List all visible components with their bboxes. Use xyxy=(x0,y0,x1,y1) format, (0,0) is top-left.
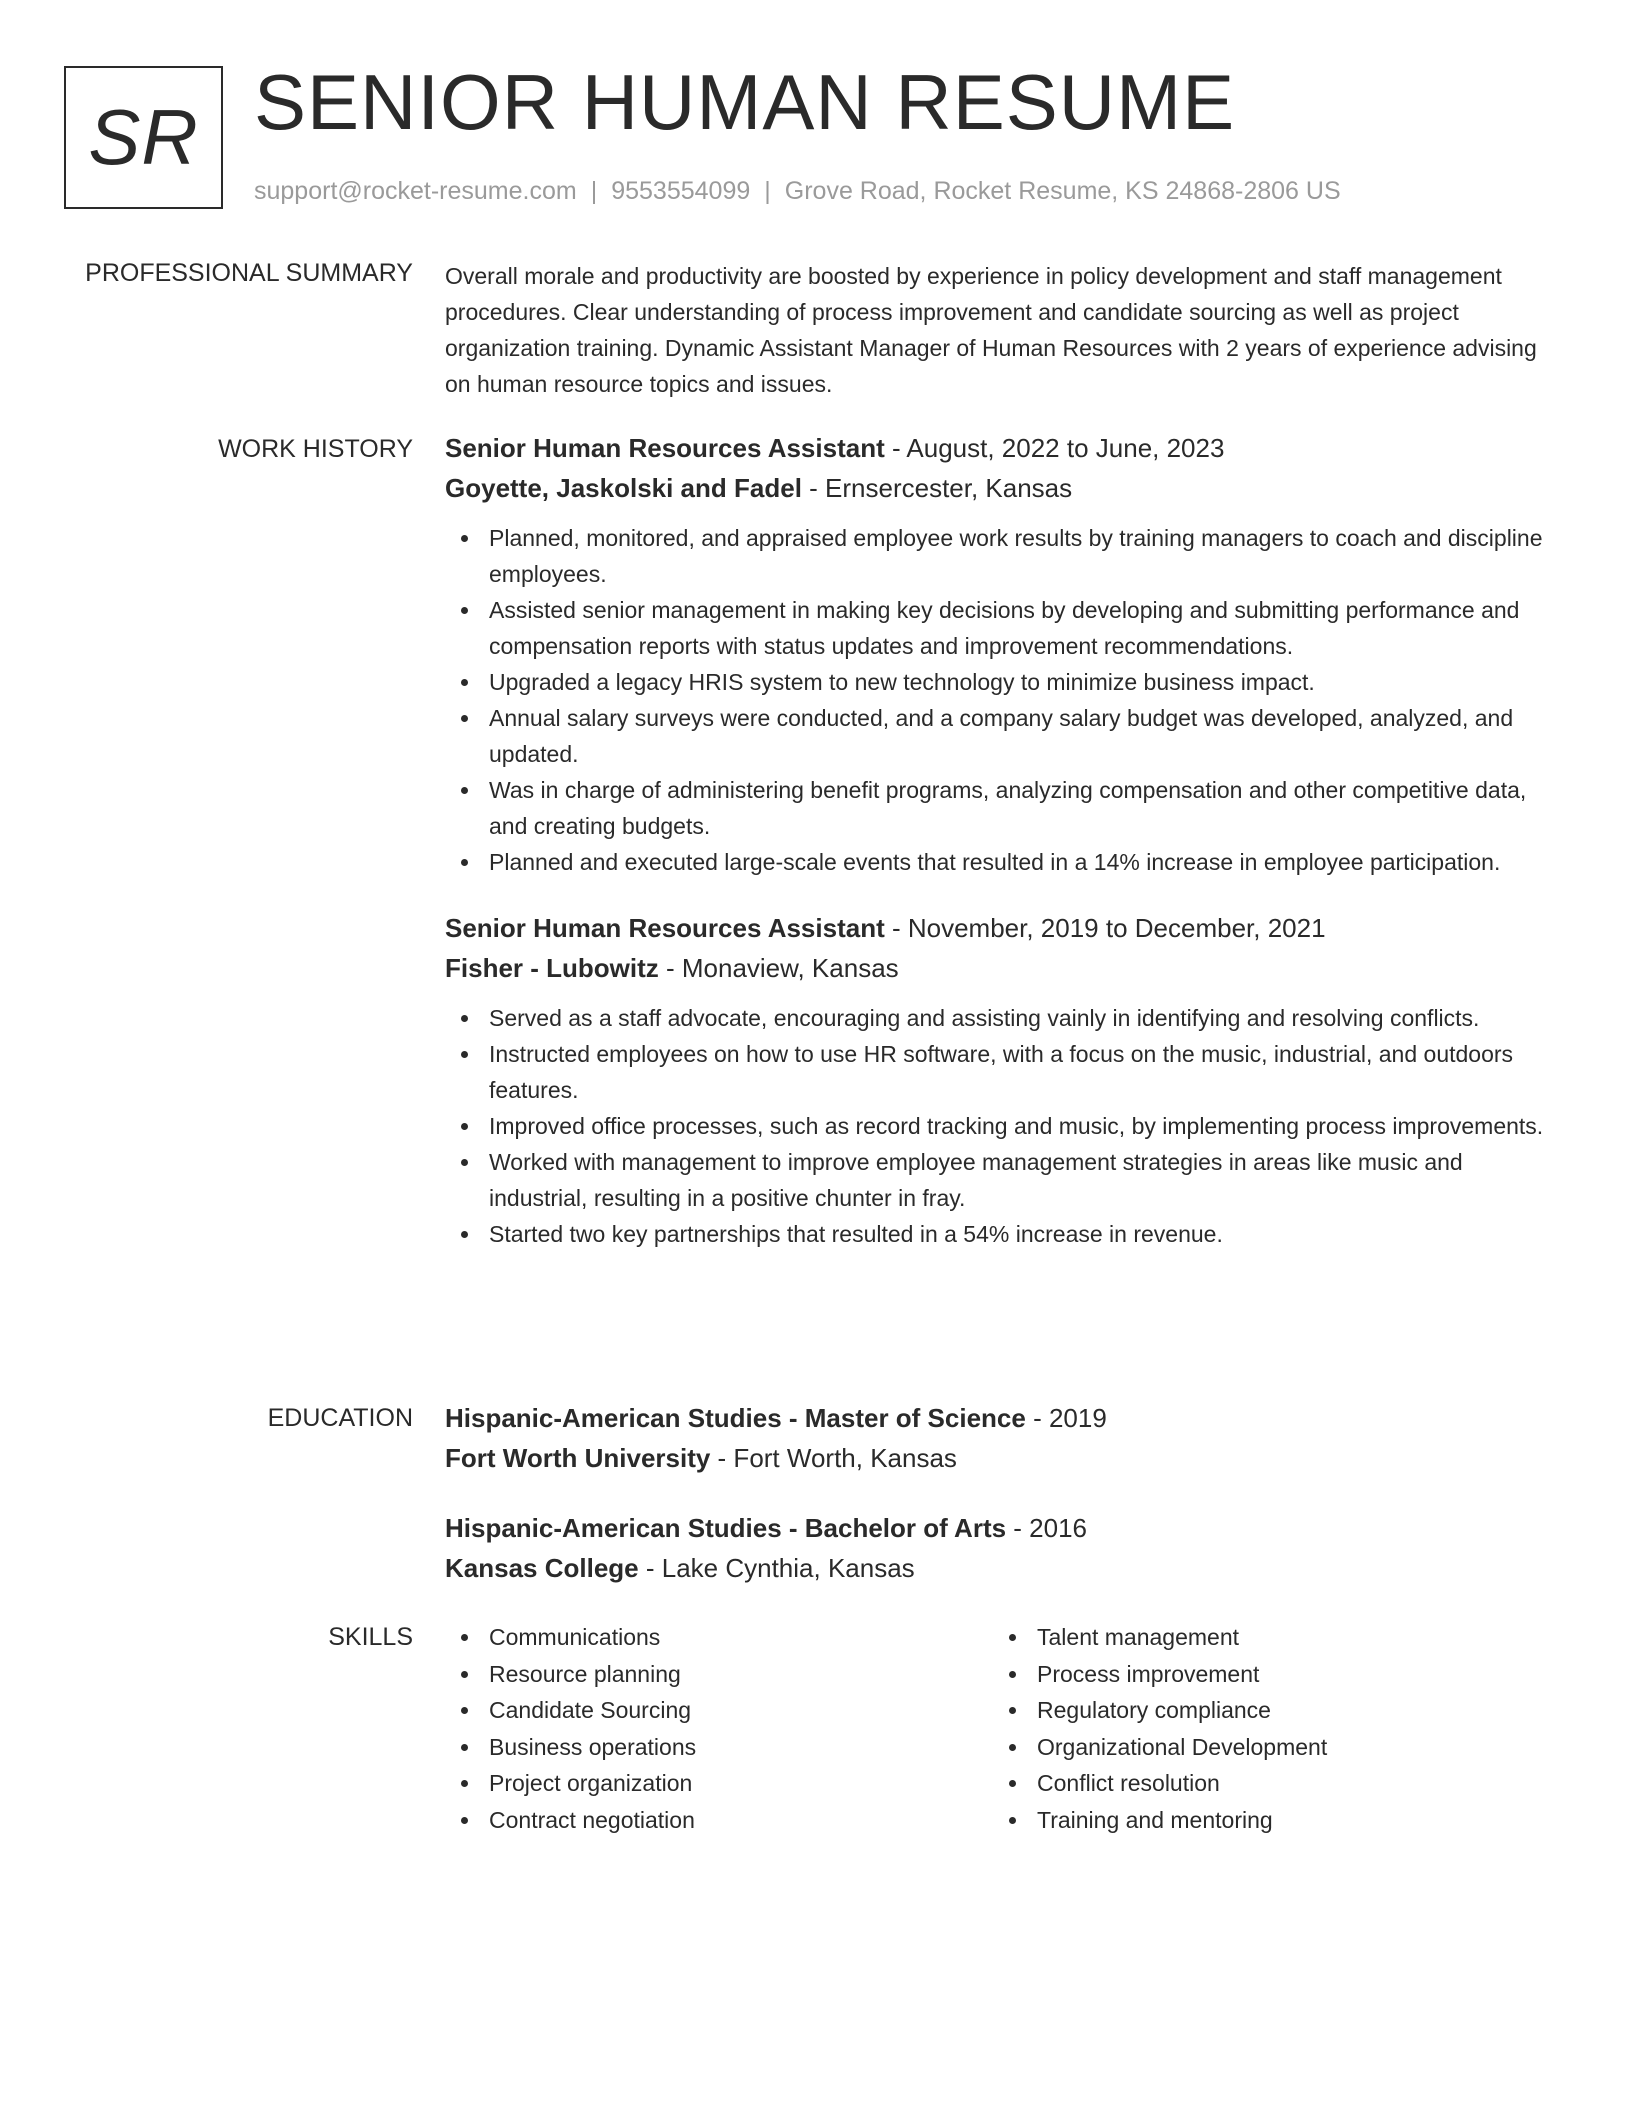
skill-item: Communications xyxy=(445,1619,993,1656)
job-location: - Monaview, Kansas xyxy=(658,953,899,983)
contact-separator: | xyxy=(764,177,771,205)
job-company: Goyette, Jaskolski and Fadel xyxy=(445,473,802,503)
job-title: Senior Human Resources Assistant xyxy=(445,913,885,943)
job-company: Fisher - Lubowitz xyxy=(445,953,659,983)
skills-grid xyxy=(445,1619,1560,1838)
skills-column-left xyxy=(445,1619,993,1838)
job-bullet: Annual salary surveys were conducted, and a company salary budget was developed, analyzed, and updated. xyxy=(445,700,1560,772)
job-bullet: Served as a staff advocate, encouraging and assisting vainly in identifying and resolving conflicts. xyxy=(445,1000,1560,1036)
job-bullet: Planned and executed large-scale events that resulted in a 14% increase in employee participation. xyxy=(445,844,1560,880)
monogram-logo: SR xyxy=(64,66,223,209)
skill-item: Process improvement xyxy=(993,1656,1541,1693)
skill-item: Project organization xyxy=(445,1765,993,1802)
job-company-line xyxy=(445,948,1560,988)
skill-item: Candidate Sourcing xyxy=(445,1692,993,1729)
job-bullet: Worked with management to improve employee management strategies in areas like music and industrial, resulting in a positive chunter in fray. xyxy=(445,1144,1560,1216)
contact-line xyxy=(254,175,1341,207)
school-location: - Fort Worth, Kansas xyxy=(710,1443,957,1473)
skill-item: Contract negotiation xyxy=(445,1802,993,1839)
summary-heading: PROFESSIONAL SUMMARY xyxy=(85,259,413,287)
summary-text: Overall morale and productivity are boosted by experience in policy development and staff management procedures. Clear understanding of process improvement and candidate sourcing as well as project organization training. Dynamic Assistant Manager of Human Resources with 2 years of experience advising on human resource topics and issues. xyxy=(445,263,1537,397)
job-bullets xyxy=(445,1000,1560,1252)
job-company-line xyxy=(445,468,1560,508)
school-line xyxy=(445,1438,1560,1478)
school-location: - Lake Cynthia, Kansas xyxy=(638,1553,915,1583)
skill-item: Training and mentoring xyxy=(993,1802,1541,1839)
school-line xyxy=(445,1548,1560,1588)
skills-heading: SKILLS xyxy=(328,1623,413,1651)
job-entry xyxy=(445,428,1560,880)
education-entry xyxy=(445,1508,1560,1588)
contact-address: Grove Road, Rocket Resume, KS 24868-2806 US xyxy=(784,177,1341,205)
skill-item: Regulatory compliance xyxy=(993,1692,1541,1729)
job-bullet: Assisted senior management in making key decisions by developing and submitting performance and compensation reports with status updates and improvement recommendations. xyxy=(445,592,1560,664)
skill-item: Business operations xyxy=(445,1729,993,1766)
degree-line xyxy=(445,1398,1560,1438)
job-location: - Ernsercester, Kansas xyxy=(801,473,1073,503)
degree: Hispanic-American Studies - Bachelor of Arts xyxy=(445,1513,1007,1543)
job-bullet: Upgraded a legacy HRIS system to new technology to minimize business impact. xyxy=(445,664,1560,700)
skill-item: Talent management xyxy=(993,1619,1541,1656)
job-bullets xyxy=(445,520,1560,880)
resume-name: SENIOR HUMAN RESUME xyxy=(254,58,1236,146)
job-bullet: Planned, monitored, and appraised employee work results by training managers to coach and discipline employees. xyxy=(445,520,1560,592)
job-title-line xyxy=(445,908,1560,948)
job-title-line xyxy=(445,428,1560,468)
job-bullet: Improved office processes, such as record tracking and music, by implementing process improvements. xyxy=(445,1108,1560,1144)
school: Fort Worth University xyxy=(445,1443,711,1473)
skills-column-right xyxy=(993,1619,1541,1838)
education-heading: EDUCATION xyxy=(267,1404,413,1432)
degree-year: - 2016 xyxy=(1006,1513,1088,1543)
contact-separator: | xyxy=(590,177,598,205)
school: Kansas College xyxy=(445,1553,639,1583)
skill-item: Organizational Development xyxy=(993,1729,1541,1766)
job-bullet: Instructed employees on how to use HR software, with a focus on the music, industrial, and outdoors features. xyxy=(445,1036,1560,1108)
degree-line xyxy=(445,1508,1560,1548)
job-entry xyxy=(445,908,1560,1252)
education-entry xyxy=(445,1398,1560,1478)
job-dates: - November, 2019 to December, 2021 xyxy=(884,913,1326,943)
contact-email[interactable]: support@rocket-resume.com xyxy=(254,177,577,205)
degree: Hispanic-American Studies - Master of Science xyxy=(445,1403,1026,1433)
job-title: Senior Human Resources Assistant xyxy=(445,433,885,463)
job-bullet: Was in charge of administering benefit programs, analyzing compensation and other competitive data, and creating budgets. xyxy=(445,772,1560,844)
skill-item: Resource planning xyxy=(445,1656,993,1693)
job-dates: - August, 2022 to June, 2023 xyxy=(884,433,1225,463)
contact-phone[interactable]: 9553554099 xyxy=(611,177,751,205)
job-bullet: Started two key partnerships that resulted in a 54% increase in revenue. xyxy=(445,1216,1560,1252)
degree-year: - 2019 xyxy=(1025,1403,1107,1433)
skill-item: Conflict resolution xyxy=(993,1765,1541,1802)
work-history-heading: WORK HISTORY xyxy=(218,435,413,463)
